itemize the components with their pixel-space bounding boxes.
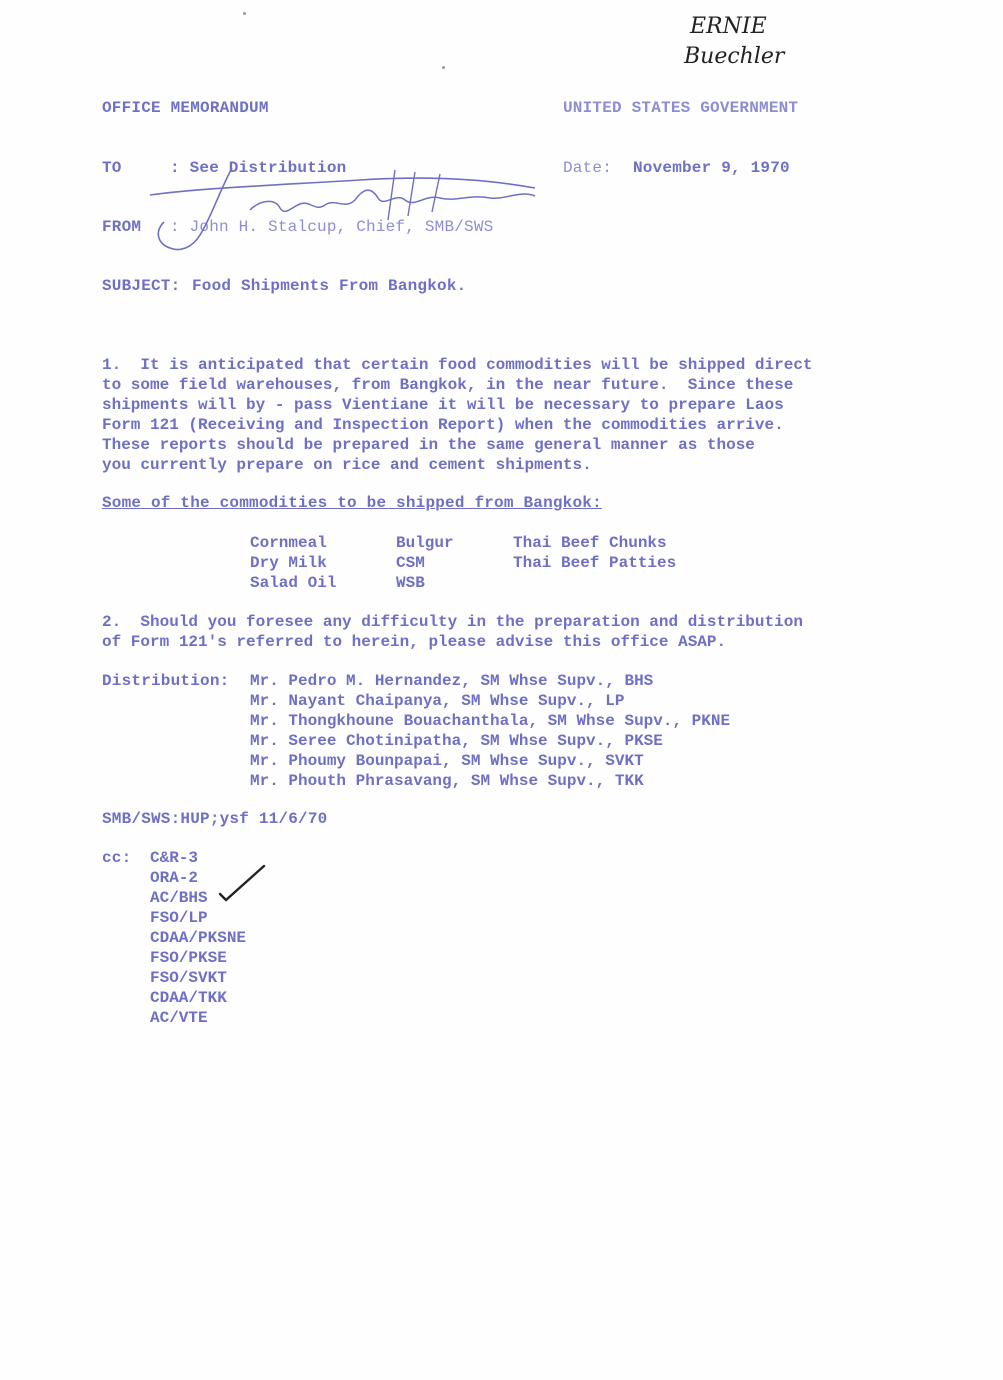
distribution-list: [250, 671, 730, 791]
subject-label: SUBJECT:: [102, 277, 181, 295]
commodity-item: Cornmeal: [250, 534, 327, 552]
handwritten-name-last: Buechler: [684, 44, 785, 69]
cc-entry: FSO/SVKT: [150, 969, 227, 987]
from-value: : John H. Stalcup, Chief, SMB/SWS: [170, 218, 494, 236]
commodity-item: Thai Beef Patties: [513, 554, 677, 572]
cc-entry: FSO/LP: [150, 909, 208, 927]
paragraph-2: [102, 612, 842, 652]
from-label: FROM: [102, 218, 142, 236]
cc-entry: ORA-2: [150, 869, 199, 887]
cc-entry: AC/VTE: [150, 1009, 208, 1027]
paragraph-1: [102, 355, 842, 475]
paragraph-line: These reports should be prepared in the same general manner as those: [102, 436, 755, 454]
speck: [442, 66, 445, 69]
cc-entry: AC/BHS: [150, 889, 208, 907]
date-label: Date:: [563, 159, 613, 177]
date-value: November 9, 1970: [633, 159, 790, 177]
paragraph-line: 1. It is anticipated that certain food commodities will be shipped direct: [102, 356, 813, 374]
commodity-item: Bulgur: [396, 534, 454, 552]
commodities-column-3: [513, 533, 676, 573]
commodity-item: CSM: [396, 554, 425, 572]
paragraph-line: 2. Should you foresee any difficulty in the preparation and distribution: [102, 613, 803, 631]
distribution-entry: Mr. Pedro M. Hernandez, SM Whse Supv., BHS: [250, 672, 654, 690]
distribution-entry: Mr. Nayant Chaipanya, SM Whse Supv., LP: [250, 692, 625, 710]
check-mark-icon: [218, 862, 266, 902]
cc-entry: FSO/PKSE: [150, 949, 227, 967]
issuing-authority: UNITED STATES GOVERNMENT: [563, 99, 799, 117]
subject-value: Food Shipments From Bangkok.: [192, 277, 467, 295]
memo-type: OFFICE MEMORANDUM: [102, 99, 269, 117]
commodities-heading: Some of the commodities to be shipped from Bangkok:: [102, 494, 602, 512]
cc-entry: CDAA/PKSNE: [150, 929, 247, 947]
distribution-entry: Mr. Phoumy Bounpapai, SM Whse Supv., SVKT: [250, 752, 644, 770]
commodity-item: Thai Beef Chunks: [513, 534, 667, 552]
cc-label: cc:: [102, 849, 132, 867]
cc-entry: C&R-3: [150, 849, 199, 867]
commodities-column-1: [250, 533, 336, 593]
paragraph-line: shipments will by - pass Vientiane it will be necessary to prepare Laos: [102, 396, 784, 414]
paragraph-line: Form 121 (Receiving and Inspection Report) when the commodities arrive.: [102, 416, 784, 434]
commodity-item: Salad Oil: [250, 574, 337, 592]
handwritten-name-first: ERNIE: [690, 14, 767, 39]
paragraph-line: to some field warehouses, from Bangkok, in the near future. Since these: [102, 376, 794, 394]
signature: [140, 150, 560, 260]
distribution-entry: Mr. Seree Chotinipatha, SM Whse Supv., PKSE: [250, 732, 663, 750]
speck: [243, 12, 246, 15]
commodities-column-2: [396, 533, 454, 593]
distribution-entry: Mr. Thongkhoune Bouachanthala, SM Whse Supv., PKNE: [250, 712, 731, 730]
paragraph-line: of Form 121's referred to herein, please advise this office ASAP.: [102, 633, 727, 651]
commodity-item: Dry Milk: [250, 554, 327, 572]
commodity-item: WSB: [396, 574, 425, 592]
to-value: : See Distribution: [170, 159, 347, 177]
distribution-entry: Mr. Phouth Phrasavang, SM Whse Supv., TKK: [250, 772, 644, 790]
reference-initials: SMB/SWS:HUP;ysf 11/6/70: [102, 810, 328, 828]
to-label: TO: [102, 159, 122, 177]
distribution-label: Distribution:: [102, 672, 230, 690]
paragraph-line: you currently prepare on rice and cement shipments.: [102, 456, 592, 474]
cc-entry: CDAA/TKK: [150, 989, 227, 1007]
